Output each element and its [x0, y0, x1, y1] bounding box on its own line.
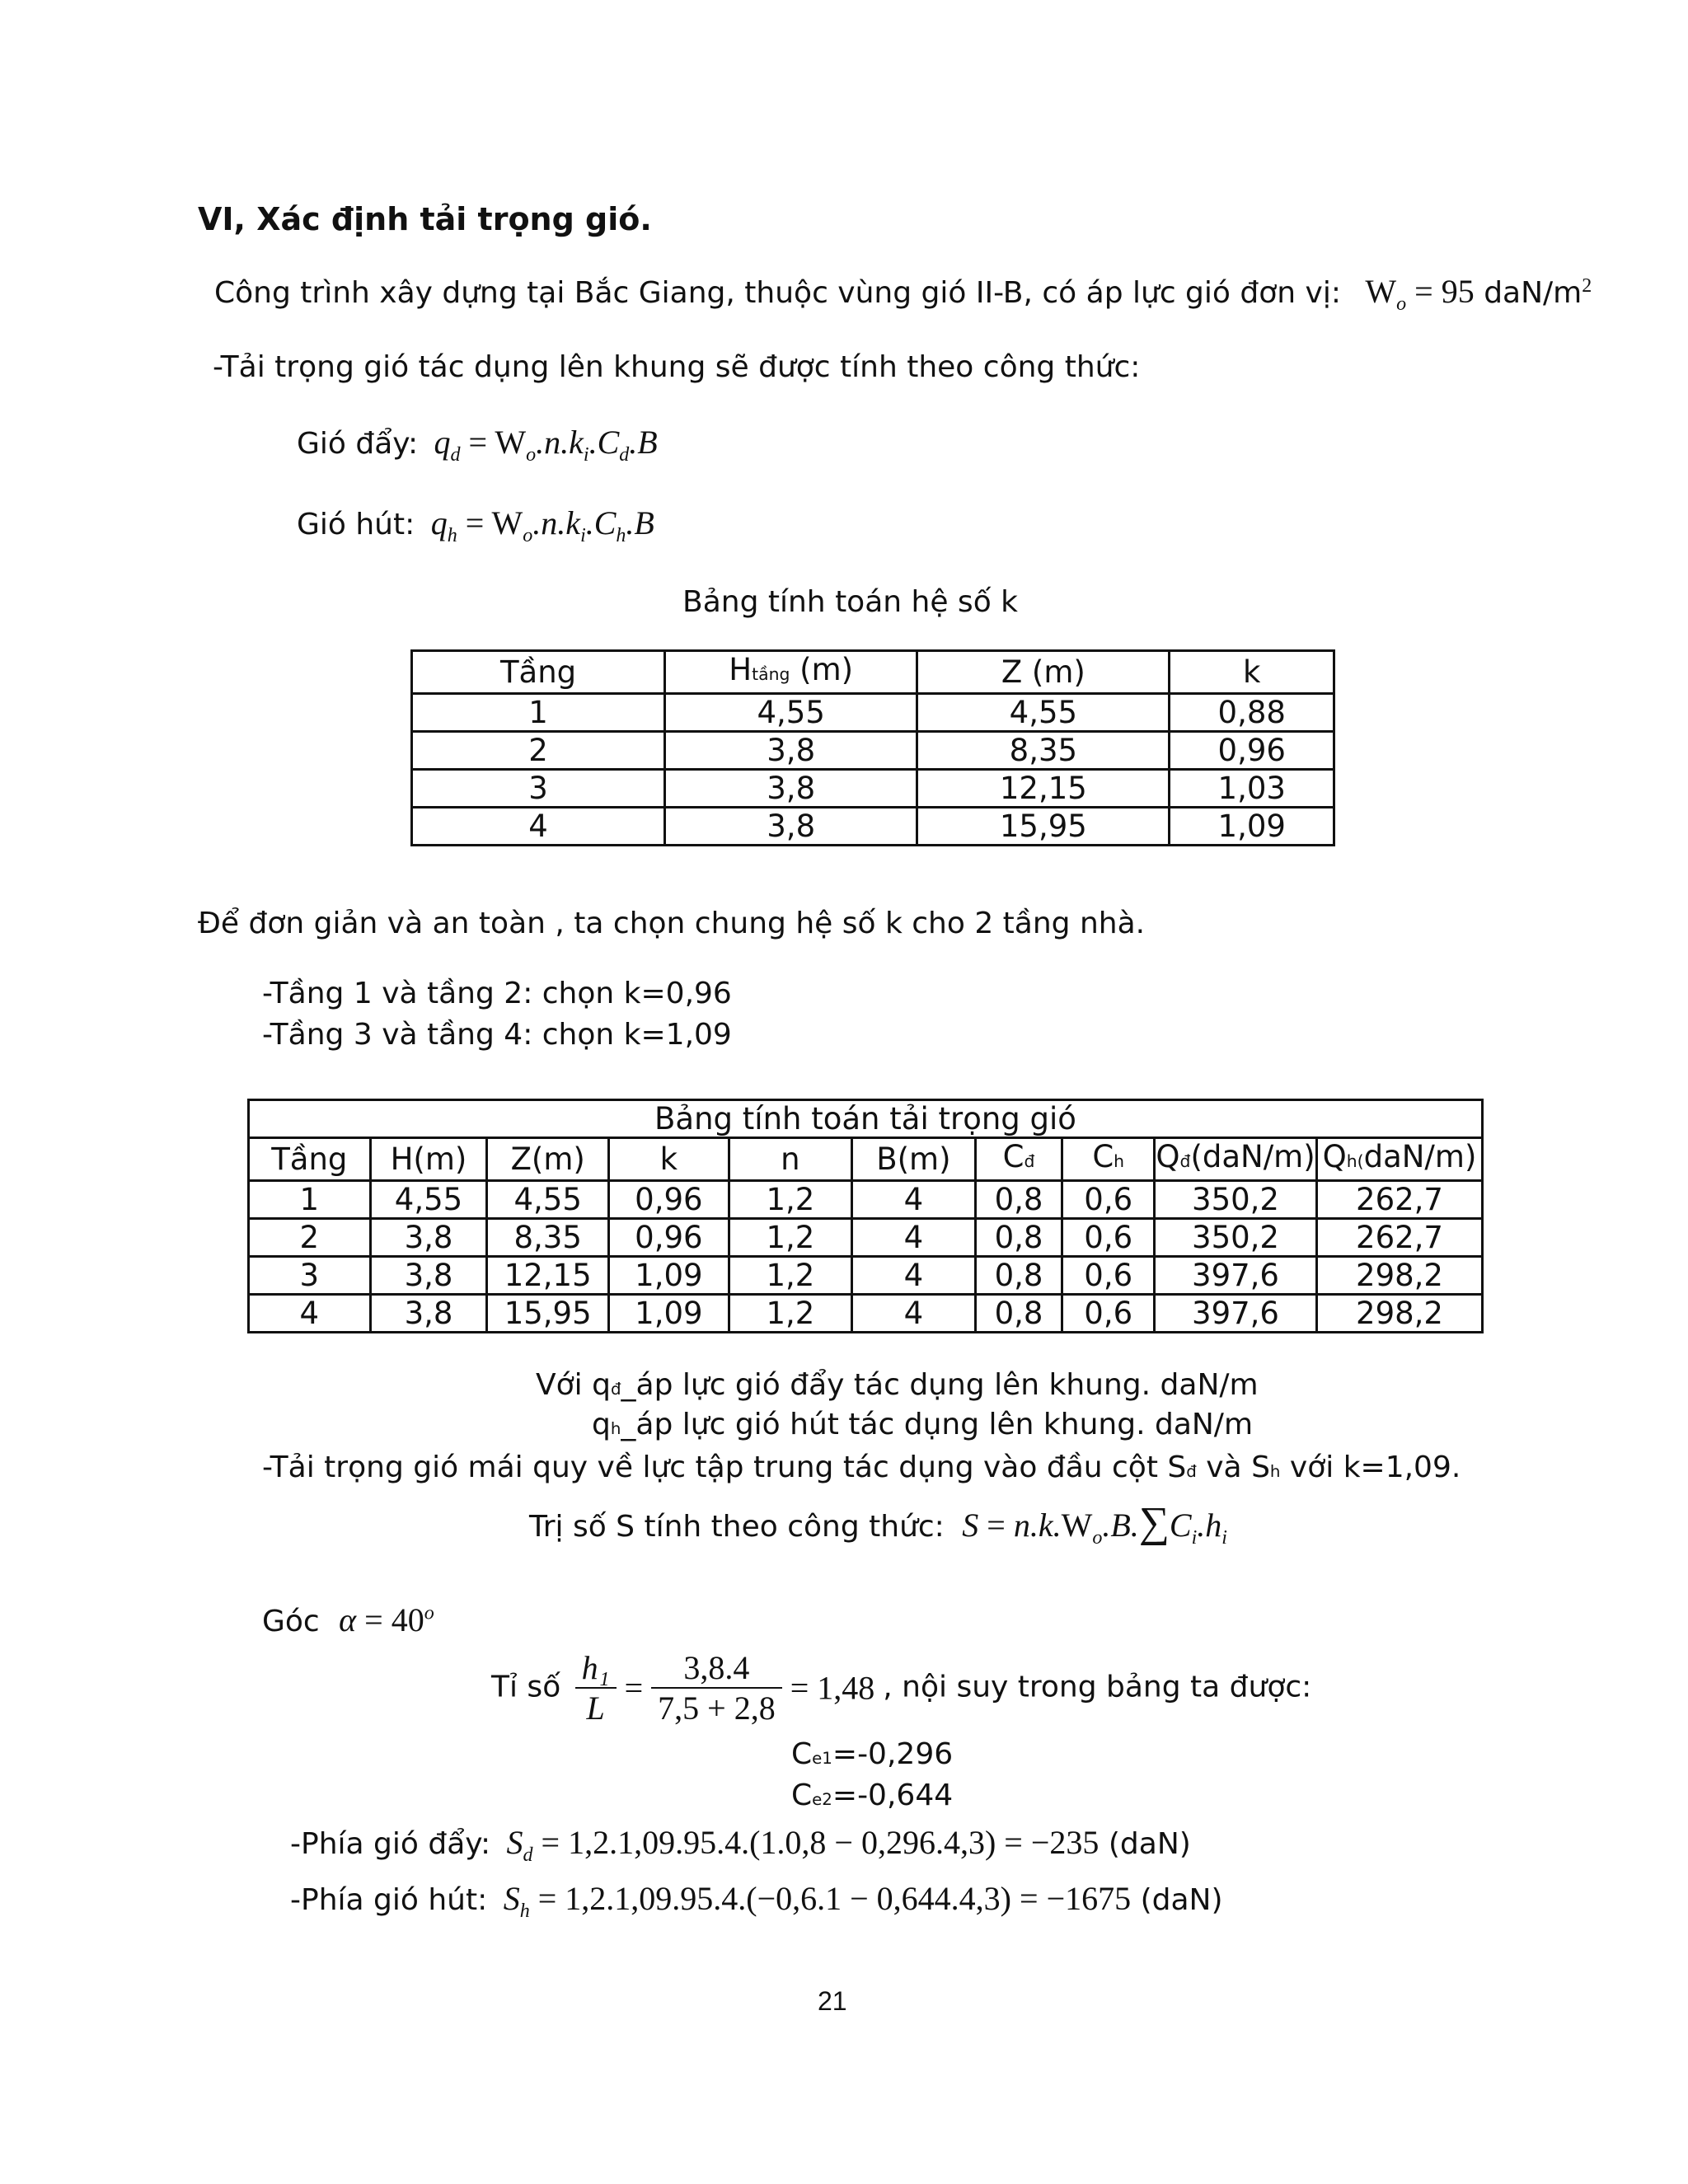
ce2-value: Ce2=-0,644 — [791, 1779, 954, 1812]
push-side-formula: $S_d = 1,2.1,09.95.4.(1.0,8 - 0,296.4,3) = -235$ — [506, 1824, 1100, 1866]
suction-wind-label: Gió hút: — [297, 508, 415, 541]
table-row: 1 4,55 4,55 0,96 1,2 4 0,8 0,6 350,2 262,7 — [249, 1181, 1483, 1219]
formula-intro: -Tải trọng gió tác dụng lên khung sẽ được tính theo công thức: — [213, 350, 1141, 384]
choice-floors-1-2: -Tầng 1 và tầng 2: chọn k=0,96 — [262, 977, 732, 1010]
table-row: 3 3,8 12,15 1,09 1,2 4 0,8 0,6 397,6 298,2 — [249, 1257, 1483, 1295]
roof-load-note: -Tải trọng gió mái quy về lực tập trung tác dụng vào đầu cột Sđ và Sh với k=1,09. — [262, 1451, 1461, 1484]
table-row: 1 4,55 4,55 0,88 — [412, 694, 1334, 732]
table-row: 2 3,8 8,35 0,96 — [412, 732, 1334, 770]
k-table-caption: Bảng tính toán hệ số k — [682, 585, 1019, 619]
table-row: 4 3,8 15,95 1,09 1,2 4 0,8 0,6 397,6 298,2 — [249, 1295, 1483, 1333]
table-row: 2 3,8 8,35 0,96 1,2 4 0,8 0,6 350,2 262,7 — [249, 1219, 1483, 1257]
header-floor: Tầng — [412, 651, 665, 694]
header-qd: Qđ(daN/m) — [1155, 1138, 1317, 1181]
wind-load-table — [247, 1099, 1484, 1333]
choice-floors-3-4: -Tầng 3 và tầng 4: chọn k=1,09 — [262, 1018, 732, 1052]
header-ch: Ch — [1062, 1138, 1155, 1181]
ratio-formula: $\frac{\text{h₁}}{L}$ = $\frac{3,8.4}{7,5 + 2,8}$ = 1,48 — [575, 1666, 884, 1703]
table-header-row: Tầng H(m) Z(m) k n B(m) Cđ Ch Qđ(daN/m) Qh(daN/m) — [249, 1138, 1483, 1181]
push-side-line: -Phía gió đẩy: $S_d = 1,2.1,09.95.4.(1.0,8 - 0,296.4,3) = -235$ (daN) — [290, 1824, 1191, 1866]
ce1-value: Ce1=-0,296 — [791, 1737, 954, 1771]
suction-wind-formula: $q_h = W_o.n.k_i.C_h.B$ — [430, 504, 654, 546]
table-caption-row — [249, 1100, 1483, 1138]
header-z: Z (m) — [917, 651, 1170, 694]
angle-formula: $\alpha = 40^o$ — [339, 1601, 434, 1638]
header-qh: Qh(daN/m) — [1317, 1138, 1483, 1181]
table-row: 4 3,8 15,95 1,09 — [412, 808, 1334, 846]
s-formula-line: Trị số S tính theo công thức: $S = n.k.W_o.B.\sum C_i.h_i$ — [529, 1499, 1227, 1549]
load-table-caption: Bảng tính toán tải trọng gió — [249, 1100, 1483, 1138]
table-header-row — [412, 651, 1334, 694]
push-wind-label: Gió đẩy: — [297, 427, 419, 461]
suction-pressure-note: qh_áp lực gió hút tác dụng lên khung. daN/m — [592, 1408, 1254, 1441]
suction-side-formula: $S_h = 1,2.1,09.95.4.(-0,6.1 - 0,644.4,3) = -1675$ — [503, 1880, 1132, 1922]
header-cd: Cđ — [975, 1138, 1062, 1181]
section-heading: VI, Xác định tải trọng gió. — [198, 201, 652, 237]
suction-wind-line — [297, 504, 654, 547]
intro-line — [214, 272, 1592, 316]
push-wind-formula: $q_d = W_o.n.k_i.C_d.B$ — [434, 424, 658, 466]
k-coefficient-table — [410, 649, 1335, 846]
header-k: k — [1170, 651, 1334, 694]
header-floor-height: Htầng (m) — [665, 651, 917, 694]
page-number: 21 — [818, 1986, 847, 2016]
table-row: 3 3,8 12,15 1,03 — [412, 770, 1334, 808]
intro-text: Công trình xây dựng tại Bắc Giang, thuộc vùng gió II-B, có áp lực gió đơn vị: — [214, 276, 1341, 310]
wind-pressure-formula: $W_o = 95$ — [1365, 273, 1475, 315]
wind-pressure-unit: daN/$m^2$ — [1484, 275, 1592, 310]
simplify-text: Để đơn giản và an toàn , ta chọn chung hệ số k cho 2 tầng nhà. — [198, 907, 1146, 940]
push-wind-line — [297, 423, 658, 466]
s-formula: $S = n.k.W_o.B.\sum C_i.h_i$ — [962, 1499, 1227, 1549]
ratio-line: Tỉ số $\frac{\text{h₁}}{L}$ = $\frac{3,8.4}{7,5 + 2,8}$ = 1,48 , nội suy trong bảng ta được: — [491, 1649, 1312, 1727]
push-pressure-note: Với qđ_áp lực gió đẩy tác dụng lên khung. daN/m — [536, 1368, 1259, 1402]
angle-line: Góc $\alpha = 40^o$ — [262, 1601, 434, 1638]
suction-side-line: -Phía gió hút: $S_h = 1,2.1,09.95.4.(-0,6.1 - 0,644.4,3) = -1675$ (daN) — [290, 1880, 1223, 1922]
